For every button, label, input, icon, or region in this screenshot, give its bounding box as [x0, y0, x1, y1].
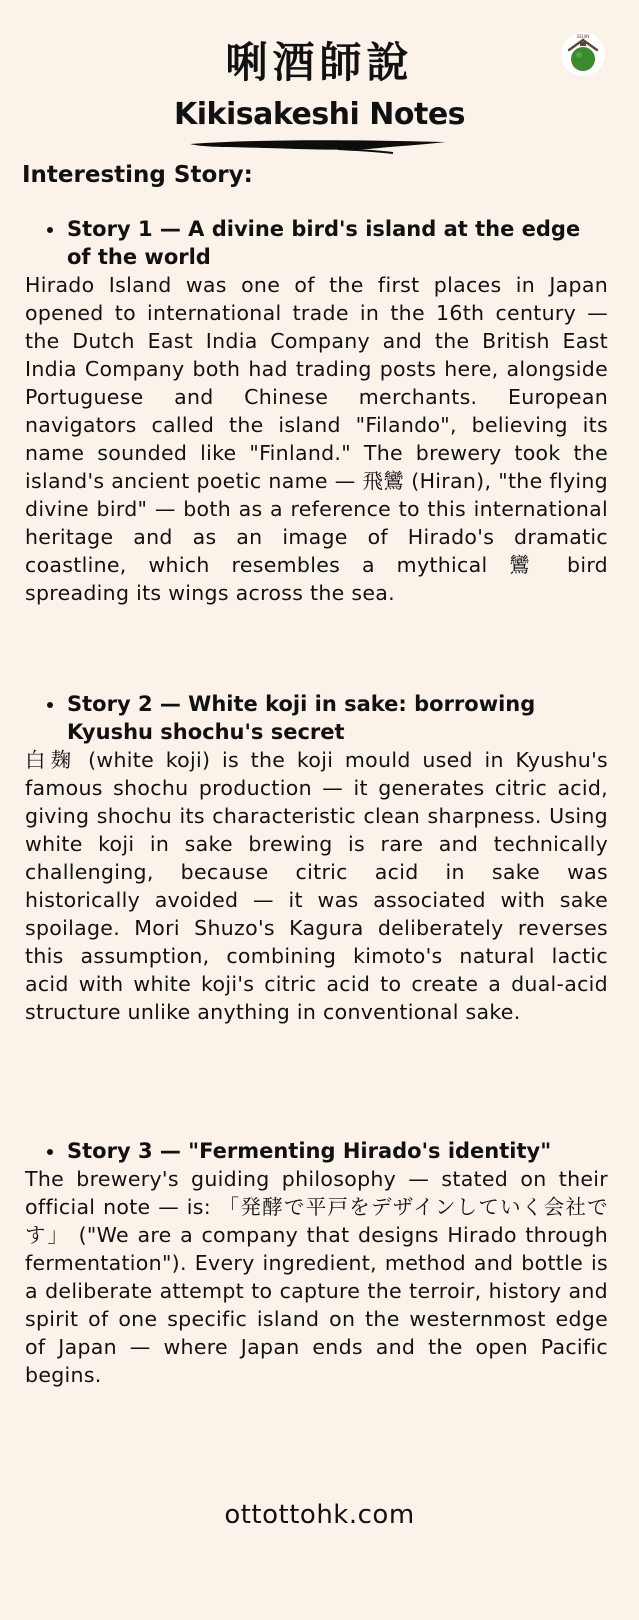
bullet-icon [47, 227, 53, 233]
story-title [25, 215, 608, 271]
section-heading: Interesting Story: [22, 162, 253, 188]
logo-text: SEIJIN [576, 35, 590, 40]
story-title-text: Story 3 — "Fermenting Hirado's identity" [67, 1139, 552, 1163]
footer-website-link[interactable]: ottottohk.com [224, 1500, 415, 1530]
story-body: Hirado Island was one of the first places in Japan opened to international trade in the 16th century — the Dutch East India Company and the British East India Company both had trading posts here, alongside Portuguese and Chinese merchants. European navigators called the island "Filando", believing its name sounded like "Finland." The brewery took the island's ancient poetic name — 飛鸞 (Hiran), "the flying divine bird" — both as a reference to this international heritage and as an image of Hirado's dramatic coastline, which resembles a mythical 鸞 bird spreading its wings across the sea. [25, 273, 608, 605]
page-title-english: Kikisakeshi Notes [173, 97, 466, 132]
story-title-text: Story 2 — White koji in sake: borrowing Kyushu shochu's secret [67, 692, 536, 744]
story-body: The brewery's guiding philosophy — stated on their official note — is: 「発酵で平戸をデザインしていく会社です」 ("We are a company that designs Hirado through fermentation"). Every ingredient, method and bottle is a deliberate attempt to capture the terroir, history and spirit of one specific island on the westernmost edge of Japan — where Japan ends and the open Pacific begins. [25, 1167, 608, 1387]
story-body: 白麹 (white koji) is the koji mould used in Kyushu's famous shochu production — it generates citric acid, giving shochu its characteristic clean sharpness. Using white koji in sake brewing is rare and technically challenging, because citric acid in sake was historically avoided — it was associated with sake spoilage. Mori Shuzo's Kagura deliberately reverses this assumption, combining kimoto's natural lactic acid with white koji's citric acid to create a dual-acid structure unlike anything in conventional sake. [25, 748, 608, 1024]
story-title [25, 690, 608, 746]
story-block-3 [25, 1137, 608, 1389]
story-title-text: Story 1 — A divine bird's island at the edge of the world [67, 217, 581, 269]
bullet-icon [47, 1149, 53, 1155]
story-block-1 [25, 215, 608, 607]
brush-stroke-underline [188, 136, 450, 156]
story-title [25, 1137, 608, 1165]
page-title-japanese: 唎酒師說 [225, 38, 414, 87]
story-block-2 [25, 690, 608, 1026]
bullet-icon [47, 702, 53, 708]
